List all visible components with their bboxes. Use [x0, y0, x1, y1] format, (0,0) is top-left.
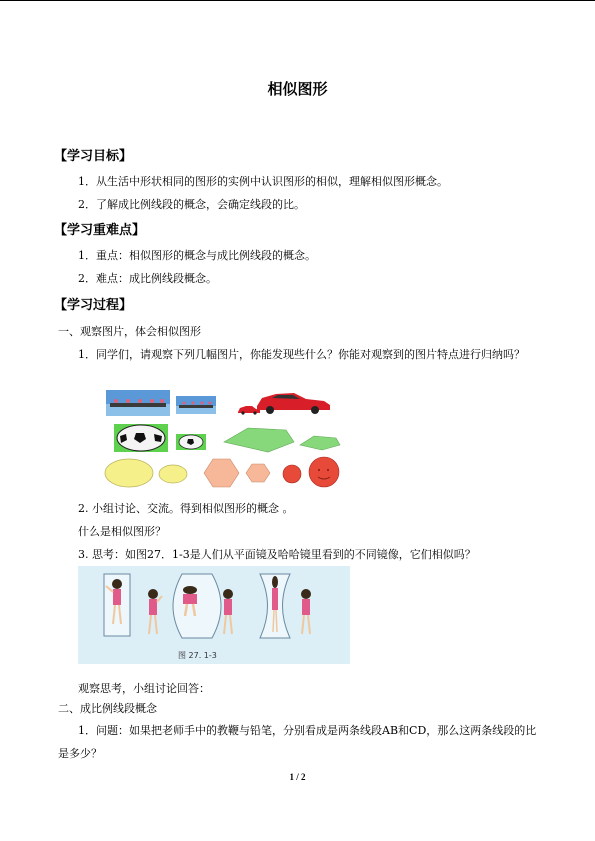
car-large [257, 393, 330, 414]
hexagon-small [246, 464, 270, 482]
part1-discuss: 观察思考，小组讨论回答： [78, 682, 210, 695]
part1-q1: 1．同学们，请观察下列几幅图片，你能发现些什么？你能对观察到的图片特点进行归纳吗？ [78, 348, 525, 361]
girl-figure-4 [223, 589, 233, 634]
girl-figure-6 [301, 589, 311, 634]
ellipse-large [105, 459, 153, 487]
top-rule [0, 0, 595, 1]
keypoint-1: 1．重点：相似图形的概念与成比例线段的概念。 [78, 249, 316, 262]
pentagon-large [224, 428, 294, 452]
similar-shapes-figure [100, 386, 350, 492]
goal-2: 2．了解成比例线段的概念，会确定线段的比。 [78, 198, 305, 211]
circle-large [309, 457, 339, 487]
mirror-figure-caption: 图 27. 1-3 [178, 651, 217, 660]
girl-figure-2 [148, 589, 162, 634]
page-number: 1 / 2 [289, 772, 306, 782]
goal-1: 1．从生活中形状相同的图形的实例中认识图形的相似，理解相似图形概念。 [78, 175, 448, 188]
pentagon-small [300, 436, 340, 450]
section-goals-heading: 【学习目标】 [54, 149, 133, 164]
photo-large [106, 390, 170, 416]
keypoint-2: 2．难点：成比例线段概念。 [78, 272, 217, 285]
page-title: 相似图形 [267, 80, 328, 98]
part1-q2b: 什么是相似图形？ [78, 525, 166, 538]
mirror-figure [78, 566, 350, 664]
part1-heading: 一、观察图片，体会相似图形 [58, 325, 201, 338]
part2-heading: 二、成比例线段概念 [58, 702, 157, 715]
part2-q1: 1．问题：如果把老师手中的教鞭与铅笔，分别看成是两条线段AB和CD，那么这两条线段的比是多少？ [58, 724, 537, 760]
section-process-heading: 【学习过程】 [54, 298, 133, 313]
hexagon-large [204, 459, 239, 487]
soccer-ball-small [176, 434, 206, 450]
ellipse-small [159, 465, 187, 483]
car-small [238, 406, 260, 415]
section-keypoints-heading: 【学习重难点】 [54, 223, 146, 238]
soccer-ball-large [114, 424, 168, 452]
part1-q2: 2. 小组讨论、交流。得到相似图形的概念 。 [78, 502, 294, 515]
circle-small [283, 465, 301, 483]
part1-q3: 3. 思考：如图27．1-3是人们从平面镜及哈哈镜里看到的不同镜像，它们相似吗？ [78, 548, 476, 561]
photo-small [176, 396, 216, 414]
